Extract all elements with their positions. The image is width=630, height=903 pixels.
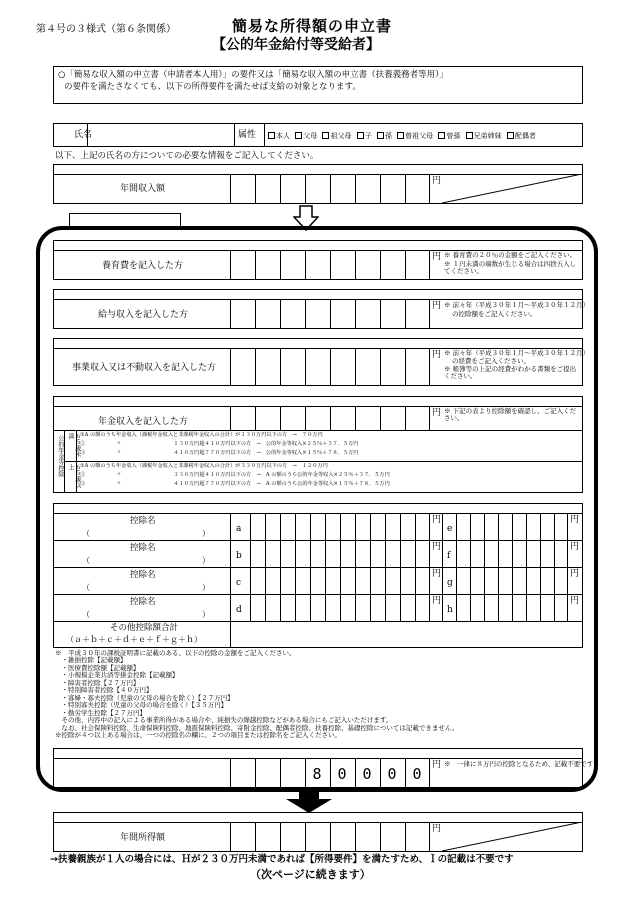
pension-unit: 円: [432, 408, 442, 418]
letter-e: e: [447, 524, 453, 534]
annual-income-unit: 円: [432, 176, 442, 186]
deduction-name-label: 控除名: [130, 597, 156, 607]
over65-row-1: ①A の額のうち年金収入（課税年金収入と非課税年金収入の合計）が３３０万円以下の方 → １２０万円: [80, 463, 328, 469]
unit-f: 円: [570, 542, 580, 552]
deduction-total-field[interactable]: [232, 623, 580, 645]
letter-f: f: [447, 551, 451, 561]
salary-note-2: の控除額をご記入ください。: [452, 310, 537, 318]
diagonal-strike: [442, 822, 582, 851]
business-digits[interactable]: [230, 348, 430, 385]
deduction-right-digits[interactable]: [456, 513, 568, 621]
note-line: ・勤労学生控除【２７万円】: [55, 708, 146, 717]
fixed-deduction-unit: 円: [432, 760, 442, 770]
annual-income-digits[interactable]: [230, 174, 430, 203]
paren-close: ）: [202, 583, 210, 592]
fixed-digit: 8: [312, 765, 322, 783]
letter-a: a: [236, 524, 242, 534]
fixed-digit: 0: [337, 765, 347, 783]
page-subtitle: 【公的年金給付等受給者】: [212, 37, 380, 53]
relation-option[interactable]: 祖父母: [322, 132, 351, 140]
note-line: ・寡婦・寡夫控除（児童の父母の場合を除く）【２７万円】: [55, 693, 234, 702]
childcare-digits[interactable]: [230, 250, 430, 279]
note-line: ・小規模企業共済等掛金控除【記載額】: [55, 671, 179, 680]
name-field[interactable]: [88, 124, 234, 146]
fixed-digit: 0: [362, 765, 372, 783]
business-label: 事業収入又は不動収入を記入した方: [72, 363, 217, 373]
paren-close: ）: [202, 529, 210, 538]
childcare-label: 養育費を記入した方: [102, 261, 184, 271]
annual-result-unit: 円: [432, 824, 442, 834]
unit-h: 円: [570, 596, 580, 606]
name-label: 氏名: [74, 130, 93, 140]
relation-option[interactable]: 配偶者: [507, 132, 536, 140]
relation-options: [268, 131, 536, 141]
down-arrow-solid-icon: [284, 791, 334, 813]
salary-unit: 円: [432, 301, 442, 311]
relation-option[interactable]: 父母: [295, 132, 317, 140]
deduction-left-digits[interactable]: [250, 513, 430, 621]
diagonal-strike: [442, 174, 582, 203]
deduction-notes: [55, 650, 585, 740]
fixed-deduction-row: [53, 748, 594, 788]
annual-result-label: 年間所得額: [120, 833, 166, 843]
annual-result-row: [53, 812, 583, 852]
note-line: その他、内容中の記入による事業所得がある場合や、純損失の繰越控除などがある場合にもご記入いただけます。: [55, 716, 393, 725]
over65-age: ６５歳以上: [66, 464, 81, 488]
unit-e: 円: [570, 515, 580, 525]
fixed-digit: 0: [412, 765, 422, 783]
letter-h: h: [447, 605, 453, 615]
letter-g: g: [447, 578, 453, 588]
childcare-note-1: ※ 養育費の２０％の金額をご記入ください。: [444, 251, 577, 259]
pension-note-1: ※ 下記の表より控除額を確認し、ご記入ください。: [444, 407, 577, 423]
page-title: 簡易な所得額の申立書: [232, 17, 393, 35]
note-line: ※控除が４つ以上ある場合は、一つの控除名の欄に、２つの項目または控除名をご記入ください。: [55, 731, 341, 740]
business-note-3: ※ 帳簿等の上記の経費がわかる書類をご提出ください。: [444, 365, 577, 381]
letter-b: b: [236, 551, 242, 561]
business-row: [53, 338, 590, 386]
relation-option[interactable]: 曾祖父母: [397, 132, 433, 140]
note-line: ・雑損控除【記載額】: [55, 656, 127, 665]
note-line: なお、社会保険料控除、生命保険料控除、地震保険料控除、寄附金控除、配偶者控除、扶養控除、基礎控除については記載できません。: [55, 723, 459, 732]
paren-open: （: [82, 529, 90, 538]
salary-note-1: ※ 前々年（平成３０年１月～平成３０年１２月）: [444, 301, 590, 309]
paren-open: （: [82, 610, 90, 619]
deduction-total-formula: （ａ＋ｂ＋ｃ＋ｄ＋ｅ＋ｆ＋ｇ＋ｈ）: [66, 635, 202, 644]
footer-note: →扶養親族が１人の場合には、Ｈが２３０万円未満であれば【所得要件】を満たすため、Ｉの記載は不要です: [50, 854, 514, 865]
relation-option[interactable]: 本人: [268, 132, 290, 140]
unit-d: 円: [432, 596, 442, 606]
pension-digits[interactable]: [230, 406, 430, 430]
fixed-deduction-note: ※ 一律に８万円の控除となるため、記載不要です: [444, 760, 594, 768]
note-line: ・医療費控除額【記載額】: [55, 663, 140, 672]
notice-line-1: ○「簡易な収入額の申立書（申請者本人用）」の要件又は「簡易な収入額の申立書（扶養義務者等用）」: [58, 70, 448, 80]
childcare-note-2: ※ １円未満の端数が生じる場合は四捨五入してください。: [444, 260, 577, 276]
relation-label: 属性: [238, 130, 257, 140]
relation-option[interactable]: 兄弟姉妹: [466, 132, 502, 140]
salary-digits[interactable]: [230, 299, 430, 328]
salary-row: [53, 289, 590, 329]
unit-a: 円: [432, 515, 442, 525]
under65-age: ６５歳未満: [66, 433, 81, 457]
note-line: ※ 平成３０年の課税証明書に記載のある、以下の控除の金額をご記入ください。: [55, 649, 296, 657]
annual-income-row: [53, 164, 583, 204]
note-line: ・特別障害者控除【４０万円】: [55, 686, 153, 695]
business-unit: 円: [432, 350, 442, 360]
unit-b: 円: [432, 542, 442, 552]
under65-row-1: ①A の額のうち年金収入（課税年金収入と非課税年金収入の合計）が１３０万円以下の方 → ７０万円: [80, 432, 323, 438]
salary-label: 給与収入を記入した方: [98, 310, 189, 320]
relation-option[interactable]: 子: [357, 132, 372, 140]
instruction-text: 以下、上記の氏名の方についての必要な情報をご記入してください。: [55, 151, 319, 161]
deduction-name-label: 控除名: [130, 543, 156, 553]
paren-close: ）: [202, 556, 210, 565]
form-number: 第４号の３様式（第６条関係）: [36, 24, 176, 35]
pension-label: 年金収入を記入した方: [98, 417, 189, 427]
unit-g: 円: [570, 569, 580, 579]
business-note-2: の経費をご記入ください。: [452, 357, 530, 365]
paren-open: （: [82, 583, 90, 592]
note-line: ・障害者控除【２７万円】: [55, 678, 140, 687]
business-note-1: ※ 前々年（平成３０年１月～平成３０年１２月）: [444, 349, 590, 357]
name-row: [53, 123, 583, 147]
deductions-table: [53, 503, 583, 648]
childcare-row: [53, 240, 583, 280]
footer-continue: （次ページに続きます）: [250, 868, 371, 881]
under65-row-3: ③ 〃 ４１０万円超７７０万円以下の方 → 公的年金等収入×１５％＋７８．５万円: [80, 450, 359, 456]
fixed-digit: 0: [387, 765, 397, 783]
relation-option[interactable]: 曾孫: [438, 132, 460, 140]
deduction-name-label: 控除名: [130, 570, 156, 580]
letter-d: d: [236, 605, 242, 615]
deduction-name-label: 控除名: [130, 516, 156, 526]
over65-row-2: ② 〃 ３３０万円超４１０万円以下の方 → A の額のうち公的年金等収入×２５％＋３７．５万円: [80, 472, 390, 478]
over65-row-3: ③ 〃 ４１０万円超７７０万円以下の方 → A の額のうち公的年金等収入×１５％＋７８．５万円: [80, 481, 390, 487]
deduction-total-label: その他控除額合計: [110, 623, 179, 633]
letter-c: c: [236, 578, 242, 588]
annual-result-digits[interactable]: [230, 822, 430, 851]
under65-row-2: ② 〃 １３０万円超４１０万円以下の方 → 公的年金等収入×２５％＋３７．５万円: [80, 441, 359, 447]
childcare-unit: 円: [432, 252, 442, 262]
pension-side-label: 公的年金等控除: [56, 435, 64, 477]
relation-option[interactable]: 孫: [377, 132, 392, 140]
paren-open: （: [82, 556, 90, 565]
unit-c: 円: [432, 569, 442, 579]
paren-close: ）: [202, 610, 210, 619]
notice-box: [53, 66, 583, 104]
annual-income-label: 年間収入額: [120, 184, 166, 194]
pension-row: [53, 396, 583, 493]
notice-line-2: の要件を満たさなくても、以下の所得要件を満たせば支給の対象となります。: [64, 82, 361, 92]
note-line: ・特別寡夫控除（児童の父母の場合を除く）【３５万円】: [55, 701, 228, 710]
